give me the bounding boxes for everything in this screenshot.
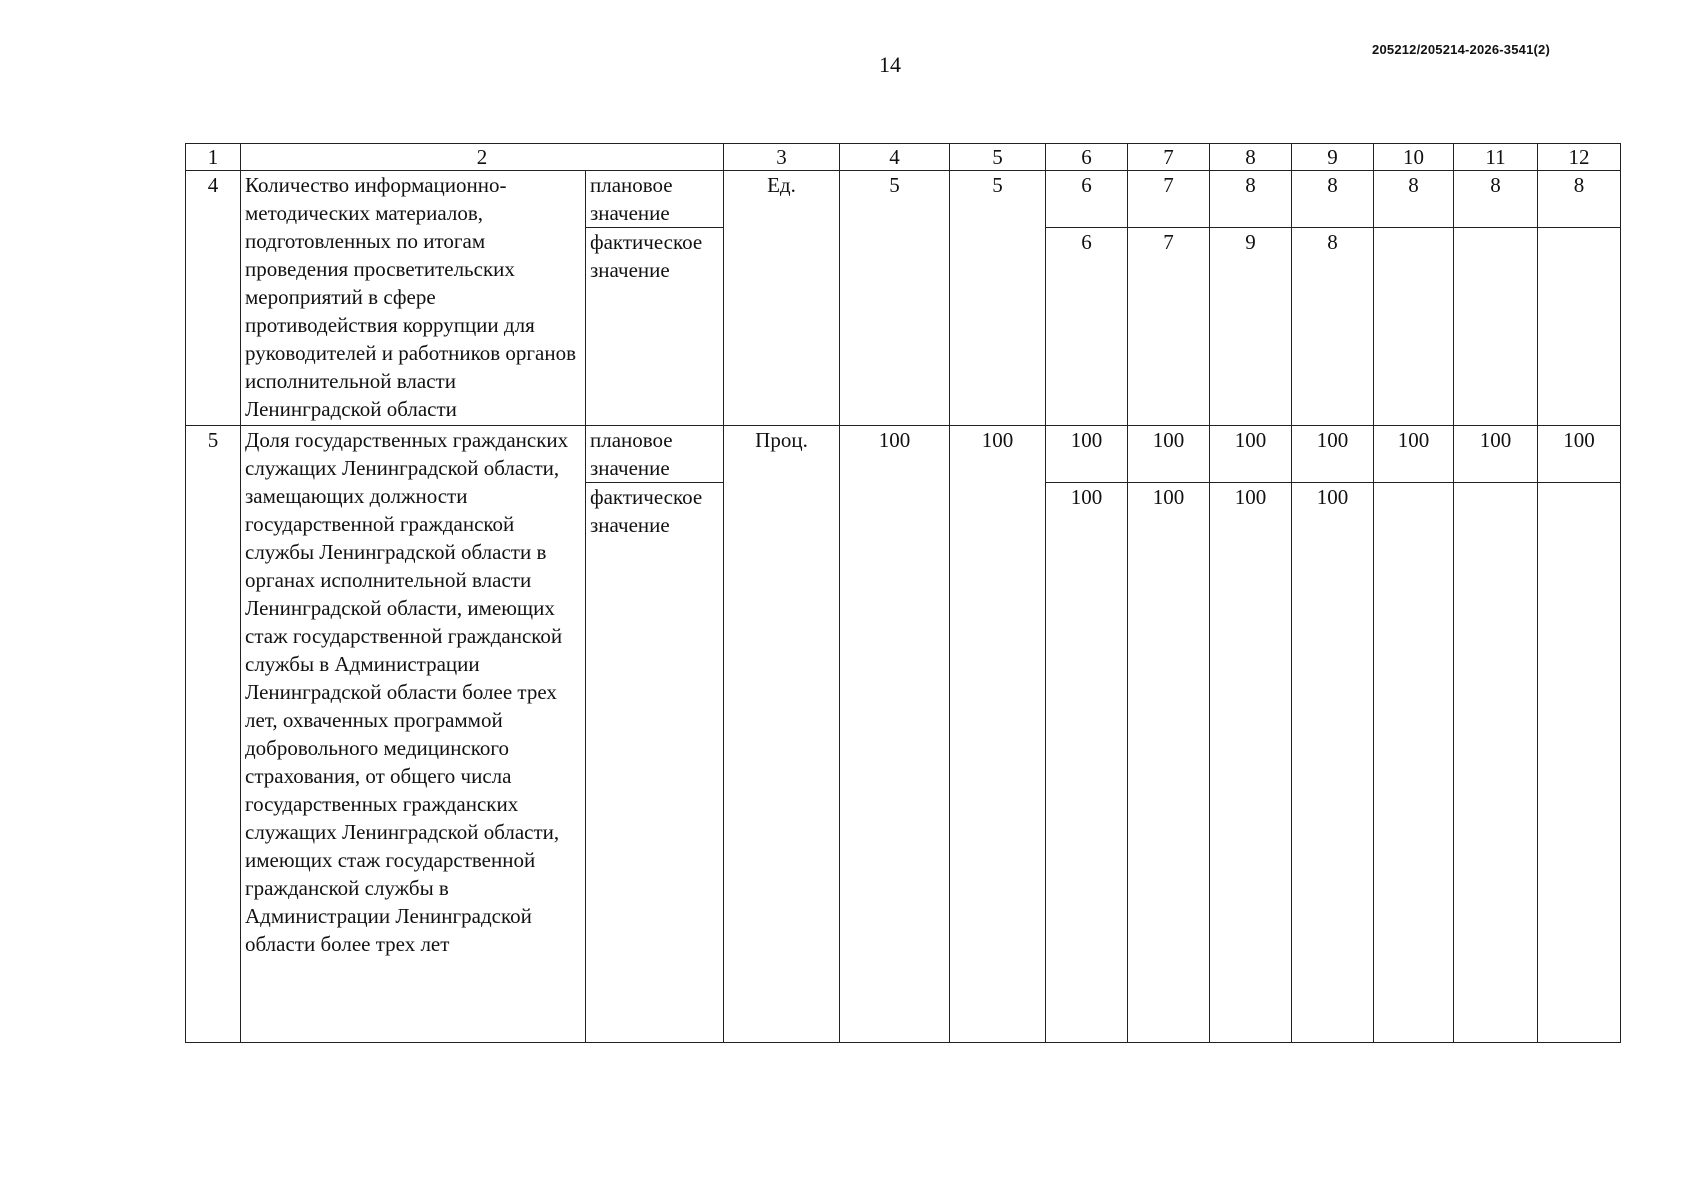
plan-label: плановое значение: [586, 426, 724, 483]
fact-value: 100: [1210, 483, 1292, 1043]
unit-cell: Проц.: [724, 426, 840, 1043]
row-number: 4: [186, 171, 241, 426]
row-number: 5: [186, 426, 241, 1043]
header-cell: 10: [1374, 144, 1454, 171]
fact-label: фактическое значение: [586, 483, 724, 1043]
fact-value: [1538, 228, 1621, 426]
header-cell: 9: [1292, 144, 1374, 171]
plan-value: 100: [1454, 426, 1538, 483]
value-cell: 100: [840, 426, 950, 1043]
fact-value: [1454, 483, 1538, 1043]
plan-value: 100: [1292, 426, 1374, 483]
header-cell: 4: [840, 144, 950, 171]
plan-value: 8: [1374, 171, 1454, 228]
value-cell: 100: [950, 426, 1046, 1043]
plan-value: 100: [1538, 426, 1621, 483]
plan-value: 8: [1538, 171, 1621, 228]
page-number: 14: [879, 52, 901, 77]
header-cell: 11: [1454, 144, 1538, 171]
indicator-name: Количество информационно-методических материалов, подготовленных по итогам проведения просветительских мероприятий в сфере противодействия коррупции для руководителей и работников органов исполнительной власти Ленинградской области: [241, 171, 586, 426]
document-reference: 205212/205214-2026-3541(2): [1372, 42, 1550, 57]
table-row: [186, 426, 1621, 483]
plan-label: плановое значение: [586, 171, 724, 228]
plan-value: 8: [1210, 171, 1292, 228]
plan-value: 8: [1292, 171, 1374, 228]
table-header-row: [186, 144, 1621, 171]
indicator-name: Доля государственных гражданских служащих Ленинградской области, замещающих должности государственной гражданской службы Ленинградской области в органах исполнительной власти Ленинградской области, имеющих стаж государственной гражданской службы в Администрации Ленинградской области более трех лет, охваченных программой добровольного медицинского страхования, от общего числа государственных гражданских служащих Ленинградской области, имеющих стаж государственной гражданской службы в Администрации Ленинградской области более трех лет: [241, 426, 586, 1043]
fact-value: 9: [1210, 228, 1292, 426]
fact-value: 100: [1128, 483, 1210, 1043]
plan-value: 8: [1454, 171, 1538, 228]
header-cell: 2: [241, 144, 724, 171]
fact-value: [1538, 483, 1621, 1043]
fact-value: 100: [1046, 483, 1128, 1043]
fact-value: [1374, 483, 1454, 1043]
header-cell: 6: [1046, 144, 1128, 171]
fact-value: [1454, 228, 1538, 426]
value-cell: 5: [840, 171, 950, 426]
fact-value: 6: [1046, 228, 1128, 426]
header-cell: 12: [1538, 144, 1621, 171]
unit-cell: Ед.: [724, 171, 840, 426]
header-cell: 8: [1210, 144, 1292, 171]
table-row: [186, 171, 1621, 228]
header-cell: 1: [186, 144, 241, 171]
fact-value: 100: [1292, 483, 1374, 1043]
plan-value: 100: [1046, 426, 1128, 483]
fact-value: [1374, 228, 1454, 426]
header-cell: 3: [724, 144, 840, 171]
fact-label: фактическое значение: [586, 228, 724, 426]
fact-value: 7: [1128, 228, 1210, 426]
fact-value: 8: [1292, 228, 1374, 426]
plan-value: 100: [1210, 426, 1292, 483]
plan-value: 100: [1374, 426, 1454, 483]
plan-value: 100: [1128, 426, 1210, 483]
value-cell: 5: [950, 171, 1046, 426]
plan-value: 6: [1046, 171, 1128, 228]
indicator-table: [185, 143, 1621, 1043]
header-cell: 7: [1128, 144, 1210, 171]
header-cell: 5: [950, 144, 1046, 171]
plan-value: 7: [1128, 171, 1210, 228]
